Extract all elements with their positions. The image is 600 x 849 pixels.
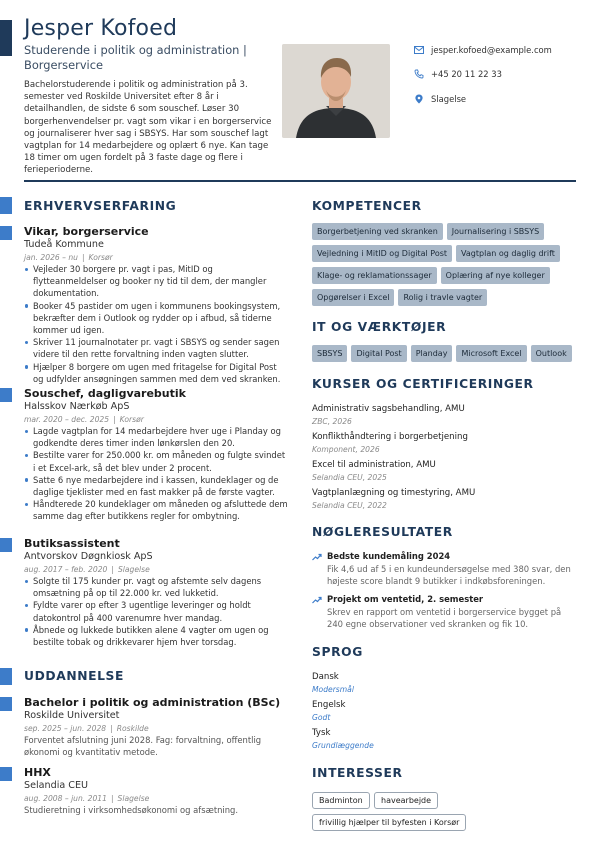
job-company: Tudeå Kommune [24, 239, 104, 250]
tool-tag: Planday [411, 345, 453, 362]
job-meta [24, 415, 144, 424]
profile-photo [282, 44, 390, 138]
section-title-interests: INTERESSER [312, 766, 403, 780]
achievement-desc: Skrev en rapport om ventetid i borgerservice bygget på 240 egne observationer ved skranken og fik 10. [327, 607, 562, 630]
interest-tag: havearbejde [374, 792, 438, 809]
edu-accent-bar [0, 697, 12, 711]
edu-meta [24, 794, 149, 803]
skill-tag: Opgørelser i Excel [312, 289, 394, 306]
job-period: mar. 2020 – dec. 2025 [24, 415, 110, 424]
tool-tag: SBSYS [312, 345, 347, 362]
job-title: Souschef, dagligvarebutik [24, 387, 186, 400]
edu-school: Roskilde Universitet [24, 710, 120, 721]
tool-tag: Microsoft Excel [456, 345, 526, 362]
course-meta: Selandia CEU, 2025 [312, 473, 387, 482]
job-period: jan. 2026 – nu [24, 253, 78, 262]
skill-tag: Klage- og reklamationssager [312, 267, 437, 284]
course-meta: Selandia CEU, 2022 [312, 501, 387, 510]
edu-description: Forventet afslutning juni 2028. Fag: forvaltning, offentlig økonomi og kvantitativ metode. [24, 735, 262, 758]
list-item: Bestilte varer for 250.000 kr. om måneden og fulgte svindet i et Excel-ark, så det blev under 2 procent. [24, 449, 288, 473]
interest-tag: frivillig hjælper til byfesten i Korsør [312, 814, 466, 831]
job-meta [24, 565, 150, 574]
phone-text: +45 20 11 22 33 [431, 69, 502, 79]
skill-tag: Vagtplan og daglig drift [456, 245, 560, 262]
job-bullets [24, 263, 288, 385]
section-title-education: UDDANNELSE [24, 669, 124, 683]
trend-up-icon [312, 553, 322, 561]
email-text: jesper.kofoed@example.com [431, 45, 552, 55]
achievement-title: Projekt om ventetid, 2. semester [327, 594, 484, 604]
edu-period: aug. 2008 – jun. 2011 [24, 794, 107, 803]
job-title: Butiksassistent [24, 537, 120, 550]
trend-up-icon [312, 596, 322, 604]
list-item: Satte 6 nye medarbejdere ind i kassen, kundeklager og de daglige tjeklister med en fast makker på de første vagter. [24, 474, 288, 498]
location-text: Slagelse [431, 94, 467, 104]
tools-tags [312, 345, 582, 367]
meta-separator: | [110, 724, 113, 733]
list-item: Hjælper 8 borgere om ugen med fritagelse for Digital Post og udfylder ansøgningen sammen med dem ved skranken. [24, 361, 288, 385]
header-accent-bar [0, 20, 12, 56]
meta-separator: | [111, 565, 114, 574]
list-item: Lagde vagtplan for 14 medarbejdere hver uge i Planday og godkendte deres timer inden lønkørslen den 20. [24, 425, 288, 449]
edu-period: sep. 2025 – jun. 2028 [24, 724, 107, 733]
achievement-desc: Fik 4,6 ud af 5 i en kundeundersøgelse med 380 svar, den højeste score blandt 9 butikker i indkøbsforeningen. [327, 564, 571, 587]
language-level: Godt [312, 713, 331, 722]
course-meta: ZBC, 2026 [312, 417, 352, 426]
section-title-experience: ERHVERVSERFARING [24, 199, 177, 213]
edu-description: Studieretning i virksomhedsøkonomi og afsætning. [24, 805, 239, 815]
job-location: Korsør [119, 415, 144, 424]
edu-title: HHX [24, 766, 51, 779]
tool-tag: Digital Post [351, 345, 406, 362]
list-item: Solgte til 175 kunder pr. vagt og afstemte selv dagens omsætning på op til 22.000 kr. ved lukketid. [24, 575, 288, 599]
course-name: Administrativ sagsbehandling, AMU [312, 404, 465, 414]
contact-phone[interactable] [414, 69, 502, 79]
profile-summary: Bachelorstuderende i politik og administration på 3. semester ved Roskilde Universitet efter 8 år i detailhandlen, de sidste 6 som souschef. Løser 30 borgerhenvendelser pr. vagt som vikar i en borgerservice og journaliserer hver sag i SBSYS. Har som souschef lagt vagtplan for 14 medarbejdere og oplært 6 nye. Kan tage 18 timer om ugen fordelt på 3 faste dage og flere i ferieperioderne. [24, 80, 272, 176]
list-item: Håndterede 20 kundeklager om måneden og afsluttede dem samme dag efter butikkens regler for ombytning. [24, 498, 288, 522]
contact-location [414, 94, 466, 104]
list-item: Booker 45 pastider om ugen i kommunens bookingsystem, bekræfter dem i Outlook og rydder op i afbud, så tiderne kommer ud igen. [24, 300, 288, 337]
section-title-courses: KURSER OG CERTIFICERINGER [312, 377, 534, 391]
language-name: Tysk [312, 728, 331, 738]
language-name: Engelsk [312, 700, 346, 710]
interest-tag: Badminton [312, 792, 370, 809]
section-title-tools: IT OG VÆRKTØJER [312, 320, 447, 334]
phone-icon [414, 69, 424, 79]
list-item: Åbnede og lukkede butikken alene 4 vagter om ugen og bestilte tobak og drikkevarer hjem hver torsdag. [24, 624, 288, 648]
edu-location: Slagelse [117, 794, 150, 803]
course-meta: Komponent, 2026 [312, 445, 380, 454]
course-name: Vagtplanlægning og timestyring, AMU [312, 488, 476, 498]
skill-tag: Oplæring af nye kolleger [441, 267, 550, 284]
language-name: Dansk [312, 672, 339, 682]
candidate-name: Jesper Kofoed [24, 16, 178, 41]
language-level: Modersmål [312, 685, 354, 694]
skill-tag: Journalisering i SBSYS [447, 223, 544, 240]
edu-accent-bar [0, 767, 12, 781]
header-divider [24, 180, 576, 182]
job-bullets [24, 425, 288, 523]
job-accent-bar [0, 388, 12, 402]
section-title-languages: SPROG [312, 645, 363, 659]
edu-school: Selandia CEU [24, 780, 89, 791]
achievement-title: Bedste kundemåling 2024 [327, 551, 451, 561]
job-accent-bar [0, 226, 12, 240]
job-company: Antvorskov Døgnkiosk ApS [24, 551, 153, 562]
candidate-subtitle: Studerende i politik og administration | Borgerservice [24, 43, 247, 72]
skill-tag: Borgerbetjening ved skranken [312, 223, 443, 240]
job-period: aug. 2017 – feb. 2020 [24, 565, 108, 574]
job-location: Slagelse [117, 565, 150, 574]
list-item: Fyldte varer op efter 3 ugentlige leveringer og holdt datokontrol på 400 varenumre hver mandag. [24, 599, 288, 623]
job-bullets [24, 575, 288, 648]
contact-email[interactable] [414, 45, 552, 55]
edu-location: Roskilde [116, 724, 149, 733]
list-item: Vejleder 30 borgere pr. vagt i pas, MitID og flytteanmeldelser og booker ny tid til dem, der mangler dokumentation. [24, 263, 288, 300]
tool-tag: Outlook [531, 345, 572, 362]
course-name: Excel til administration, AMU [312, 460, 436, 470]
meta-separator: | [110, 794, 114, 803]
course-name: Konflikthåndtering i borgerbetjening [312, 432, 468, 442]
meta-separator: | [113, 415, 116, 424]
meta-separator: | [81, 253, 85, 262]
list-item: Skriver 11 journalnotater pr. vagt i SBSYS og sender sagen videre til den rette forvaltning inden vagten slutter. [24, 336, 288, 360]
location-pin-icon [414, 94, 424, 104]
skill-tag: Vejledning i MitID og Digital Post [312, 245, 452, 262]
job-accent-bar [0, 538, 12, 552]
section-accent-bar [0, 668, 12, 685]
section-title-achievements: NØGLERESULTATER [312, 525, 453, 539]
skills-tags [312, 223, 582, 311]
edu-meta [24, 724, 149, 733]
job-location: Korsør [88, 253, 113, 262]
job-meta [24, 253, 113, 262]
edu-title: Bachelor i politik og administration (BSc) [24, 696, 281, 709]
job-title: Vikar, borgerservice [24, 225, 149, 238]
section-title-skills: KOMPETENCER [312, 199, 422, 213]
envelope-icon [414, 45, 424, 55]
skill-tag: Rolig i travle vagter [398, 289, 487, 306]
language-level: Grundlæggende [312, 741, 374, 750]
section-accent-bar [0, 197, 12, 214]
job-company: Halsskov Nærkøb ApS [24, 401, 130, 412]
